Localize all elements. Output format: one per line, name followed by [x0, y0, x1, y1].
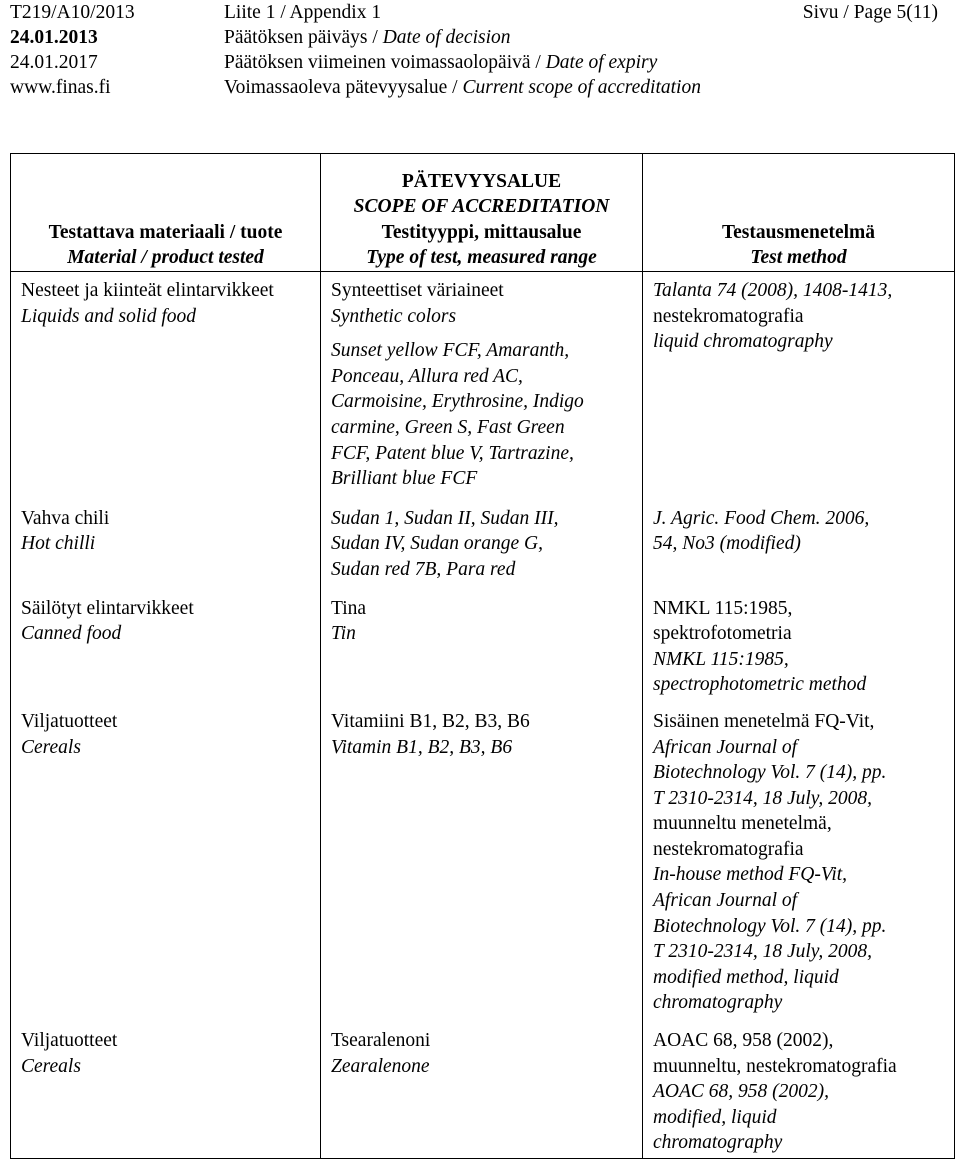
- test-cell: Tsearalenoni Zearalenone: [321, 1016, 643, 1159]
- method-cell: AOAC 68, 958 (2002), muunneltu, nestekromatografia AOAC 68, 958 (2002), modified, liquid chromatography: [643, 1016, 955, 1159]
- table-row: [11, 272, 955, 492]
- page-header: [0, 0, 960, 102]
- scope-label: Voimassaoleva pätevyysalue / Current scope of accreditation: [224, 77, 701, 98]
- material-cell: Vahva chili Hot chilli: [11, 492, 321, 583]
- material-cell: Säilötyt elintarvikkeet Canned food: [11, 583, 321, 698]
- table-header-row: [11, 154, 955, 272]
- header-scope: PÄTEVYYSALUE SCOPE OF ACCREDITATION Testityyppi, mittausalue Type of test, measured range: [321, 154, 643, 272]
- test-cell: Synteettiset väriaineet Synthetic colors Sunset yellow FCF, Amaranth, Ponceau, Allura red AC, Carmoisine, Erythrosine, Indigo carmine, Green S, Fast Green FCF, Patent blue V, Tartrazine, Brilliant blue FCF: [321, 272, 643, 492]
- method-cell: NMKL 115:1985, spektrofotometria NMKL 115:1985, spectrophotometric method: [643, 583, 955, 698]
- method-cell: Talanta 74 (2008), 1408-1413, nestekromatografia liquid chromatography: [643, 272, 955, 492]
- expiry-date-label: Päätöksen viimeinen voimassaolopäivä / Date of expiry: [224, 52, 658, 73]
- method-cell: J. Agric. Food Chem. 2006, 54, No3 (modified): [643, 492, 955, 583]
- table-row: [11, 583, 955, 698]
- page-number: Sivu / Page 5(11): [802, 2, 938, 23]
- website-link[interactable]: www.finas.fi: [10, 77, 111, 98]
- table-row: [11, 698, 955, 1016]
- scope-table: [10, 153, 955, 1159]
- header-material: Testattava materiaali / tuote Material / product tested: [11, 154, 321, 272]
- material-cell: Viljatuotteet Cereals: [11, 1016, 321, 1159]
- table-row: [11, 492, 955, 583]
- header-method: Testausmenetelmä Test method: [643, 154, 955, 272]
- test-cell: Vitamiini B1, B2, B3, B6 Vitamin B1, B2, B3, B6: [321, 698, 643, 1016]
- table-row: [11, 1016, 955, 1159]
- decision-date: 24.01.2013: [10, 27, 98, 48]
- test-cell: Tina Tin: [321, 583, 643, 698]
- expiry-date: 24.01.2017: [10, 52, 98, 73]
- document-id: T219/A10/2013: [10, 2, 135, 23]
- appendix-label: Liite 1 / Appendix 1: [224, 2, 382, 23]
- test-cell: Sudan 1, Sudan II, Sudan III, Sudan IV, Sudan orange G, Sudan red 7B, Para red: [321, 492, 643, 583]
- decision-date-label: Päätöksen päiväys / Date of decision: [224, 27, 511, 48]
- method-cell: Sisäinen menetelmä FQ-Vit, African Journal of Biotechnology Vol. 7 (14), pp. T 2310-2314, 18 July, 2008, muunneltu menetelmä, nestekromatografia In-house method FQ-Vit, African Journal of Biotechnology Vol. 7 (14), pp. T 2310-2314, 18 July, 2008, modified method, liquid chromatography: [643, 698, 955, 1016]
- material-cell: Viljatuotteet Cereals: [11, 698, 321, 1016]
- material-cell: Nesteet ja kiinteät elintarvikkeet Liquids and solid food: [11, 272, 321, 492]
